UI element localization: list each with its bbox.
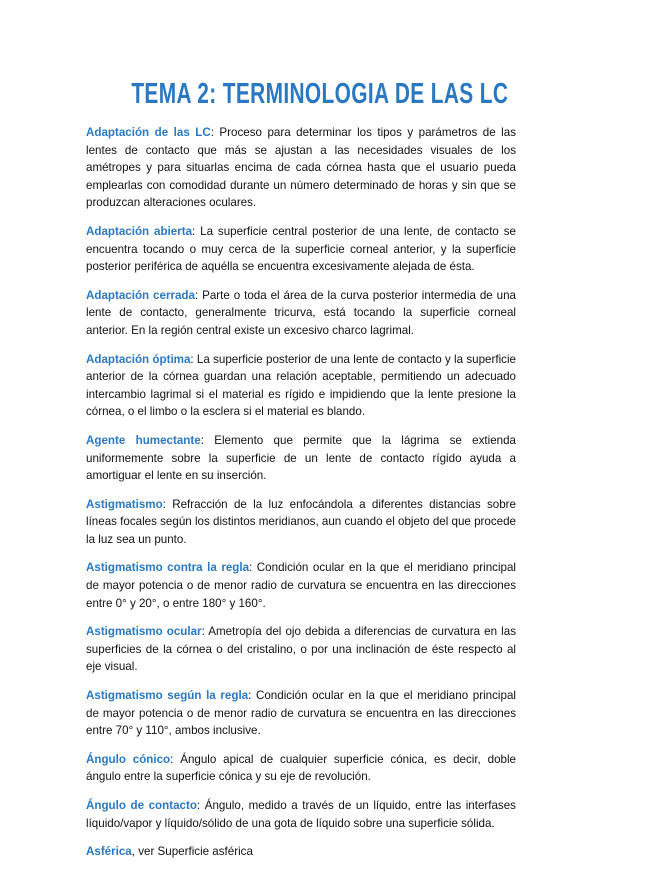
glossary-entry [86,124,516,212]
glossary-term: Adaptación óptima [86,352,191,366]
glossary-definition: : Elemento que permite que la lágrima se extienda uniformemente sobre la superficie de un lente de contacto rígido ayuda a amortiguar el lente en su inserción. [86,433,516,483]
glossary-definition: : La superficie central posterior de una lente, de contacto se encuentra tocando o muy cerca de la superficie corneal anterior, y la superficie posterior periférica de aquélla se encuentra excesivamente alejada de ésta. [86,224,517,274]
glossary-definition: : Parte o toda el área de la curva posterior intermedia de una lente de contacto, generalmente tricurva, está tocando la superficie corneal anterior. En la región central existe un excesivo charco lagrimal. [86,288,516,337]
glossary-definition: : Condición ocular en la que el meridiano principal de mayor potencia o de menor radio de curvatura se encuentra en las direcciones entre 0° y 20°, o entre 180° y 160°. [86,561,516,610]
glossary-definition: , ver Superficie asférica [131,845,253,859]
glossary-term: Adaptación cerrada [86,288,195,302]
glossary-entry [86,843,516,861]
glossary-entry [86,559,516,612]
glossary-entry [86,496,516,549]
glossary-term: Adaptación de las LC [86,126,211,139]
glossary-entry [86,751,516,786]
glossary-definition: : Ángulo, medido a través de un líquido, entre las interfases líquido/vapor y líquido/sólido de una gota de líquido sobre una superficie sólida. [86,799,516,830]
glossary-term: Astigmatismo contra la regla [86,561,250,575]
glossary-definition: : Ángulo apical de cualquier superficie cónica, es decir, doble ángulo entre la superficie cónica y su eje de revolución. [86,752,516,784]
glossary-entry [86,432,516,485]
glossary-definition: : Ametropía del ojo debida a diferencias de curvatura en las superficies de la córnea o del cristalino, o por una inclinación de éste respecto al eje visual. [86,625,516,674]
glossary-definition: : Condición ocular en la que el meridiano principal de mayor potencia o de menor radio de curvatura se encuentra en las direcciones entre 70° y 110°, ambos inclusive. [86,689,516,738]
glossary-entry [86,687,516,740]
glossary-term: Ángulo de contacto [86,799,197,812]
glossary-term: Adaptación abierta [86,224,193,238]
glossary-entry [86,287,516,340]
glossary-entry [86,223,516,276]
glossary-definition: : Proceso para determinar los tipos y parámetros de las lentes de contacto que más se ajustan a las necesidades visuales de los amétropes y para situarlas encima de cada córnea hasta que el usuario pueda emplearlas con comodidad durante un número determinado de horas y sin que se produzcan alteraciones oculares. [86,126,517,210]
glossary-term: Astigmatismo ocular [86,625,202,639]
glossary-definition: : Refracción de la luz enfocándola a diferentes distancias sobre líneas focales según los distintos meridianos, aun cuando el objeto del que procede la luz sea un punto. [86,497,516,546]
glossary-entry [86,797,516,832]
glossary-term: Asférica [86,845,132,859]
glossary-term: Astigmatismo [86,497,163,511]
glossary-entry [86,623,516,676]
glossary-term: Ángulo cónico [86,752,171,766]
glossary-definition: : La superficie posterior de una lente de contacto y la superficie anterior de la córnea guardan una relación aceptable, permitiendo un adecuado intercambio lagrimal si el material es rígido e impidiendo que la lente presione la córnea, o el limbo o la esclera si el material es blando. [86,352,516,419]
glossary-list [86,124,516,872]
page-title: TEMA 2: TERMINOLOGIA DE LAS LC [131,78,509,110]
glossary-term: Astigmatismo según la regla [86,689,249,703]
glossary-term: Agente humectante [86,433,201,447]
glossary-entry [86,351,516,421]
